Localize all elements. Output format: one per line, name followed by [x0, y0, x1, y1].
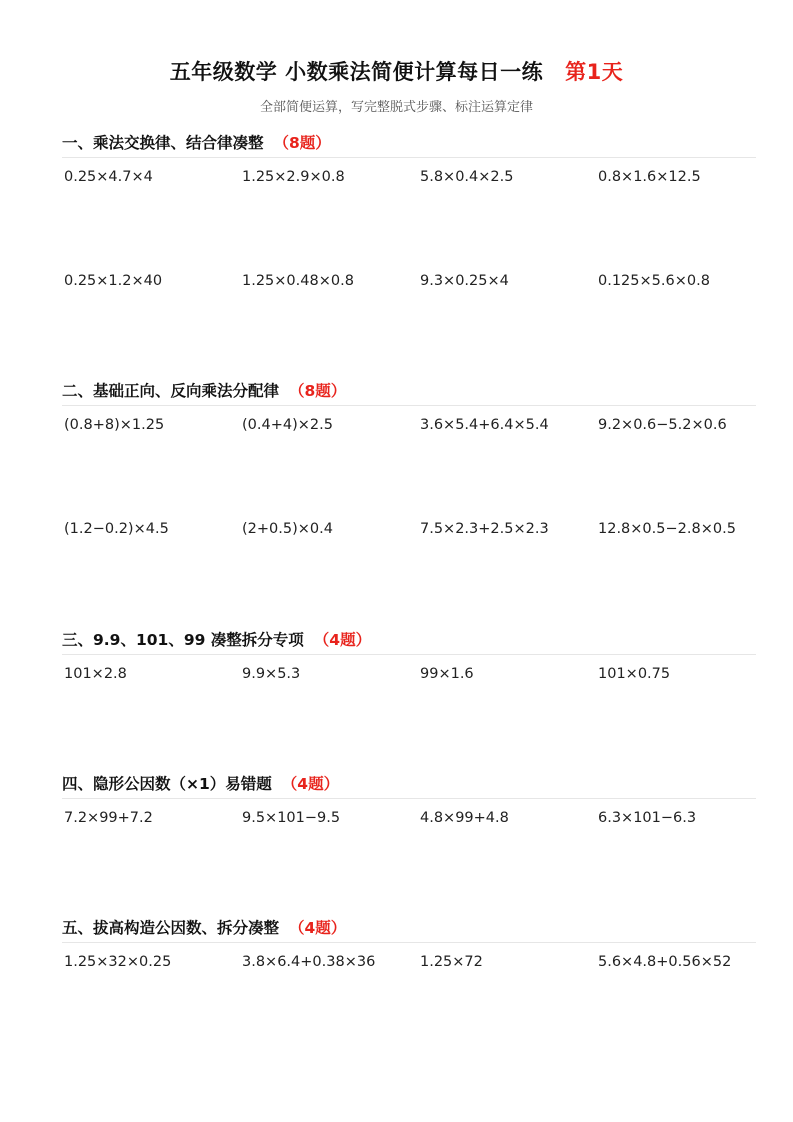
section-4: [62, 773, 756, 903]
problem: 0.25×4.7×4: [64, 169, 153, 185]
question-count: （8题）: [273, 134, 331, 152]
section-title: 一、乘法交换律、结合律凑整: [62, 134, 264, 152]
day-label: 第1天: [565, 60, 624, 84]
problem: (0.8+8)×1.25: [64, 417, 165, 433]
problem: (1.2−0.2)×4.5: [64, 521, 169, 537]
section-title: 二、基础正向、反向乘法分配律: [62, 382, 280, 400]
problem: 4.8×99+4.8: [420, 810, 509, 826]
problem: (2+0.5)×0.4: [242, 521, 333, 537]
question-count: （4题）: [289, 919, 347, 937]
problem: 99×1.6: [420, 666, 474, 682]
section-2: [62, 380, 756, 614]
problem: 6.3×101−6.3: [598, 810, 697, 826]
problem: 0.8×1.6×12.5: [598, 169, 701, 185]
problem: 1.25×2.9×0.8: [242, 169, 345, 185]
question-count: （4题）: [281, 775, 340, 793]
title-text: 五年级数学 小数乘法简便计算每日一练: [169, 60, 544, 84]
problem: 9.3×0.25×4: [420, 273, 509, 289]
problem: 9.9×5.3: [242, 666, 301, 682]
page-title: [0, 56, 793, 86]
problem: (0.4+4)×2.5: [242, 417, 333, 433]
section-title: 三、9.9、101、99 凑整拆分专项: [62, 631, 304, 649]
problem: 1.25×32×0.25: [64, 954, 172, 970]
problem: 9.5×101−9.5: [242, 810, 341, 826]
section-heading: [62, 917, 756, 939]
section-heading: [62, 132, 756, 154]
page-subtitle: 全部简便运算，写完整脱式步骤、标注运算定律: [259, 100, 533, 115]
problem: 101×2.8: [64, 666, 127, 682]
problem: 3.8×6.4+0.38×36: [242, 954, 376, 970]
question-count: （4题）: [313, 631, 372, 649]
problem: 3.6×5.4+6.4×5.4: [420, 417, 549, 433]
problem: 7.5×2.3+2.5×2.3: [420, 521, 549, 537]
problem: 12.8×0.5−2.8×0.5: [598, 521, 736, 537]
problem: 0.125×5.6×0.8: [598, 273, 710, 289]
problem: 7.2×99+7.2: [64, 810, 153, 826]
problem-row: [62, 406, 756, 510]
problem-row: [62, 943, 756, 1047]
section-title: 五、拔高构造公因数、拆分凑整: [62, 919, 280, 937]
problem: 5.8×0.4×2.5: [420, 169, 514, 185]
section-title: 四、隐形公因数（×1）易错题: [62, 775, 272, 793]
problem: 9.2×0.6−5.2×0.6: [598, 417, 727, 433]
problem: 0.25×1.2×40: [64, 273, 163, 289]
problem: 101×0.75: [598, 666, 671, 682]
problem: 5.6×4.8+0.56×52: [598, 954, 732, 970]
problem-row: [62, 158, 756, 262]
section-5: [62, 917, 756, 1047]
problem-row: [62, 262, 756, 366]
problem: 1.25×72: [420, 954, 483, 970]
section-1: [62, 132, 756, 366]
question-count: （8题）: [289, 382, 347, 400]
problem-row: [62, 799, 756, 903]
section-3: [62, 629, 756, 759]
problem: 1.25×0.48×0.8: [242, 273, 354, 289]
section-heading: [62, 629, 756, 651]
section-heading: [62, 380, 756, 402]
section-heading: [62, 773, 756, 795]
problem-row: [62, 655, 756, 759]
problem-row: [62, 510, 756, 614]
